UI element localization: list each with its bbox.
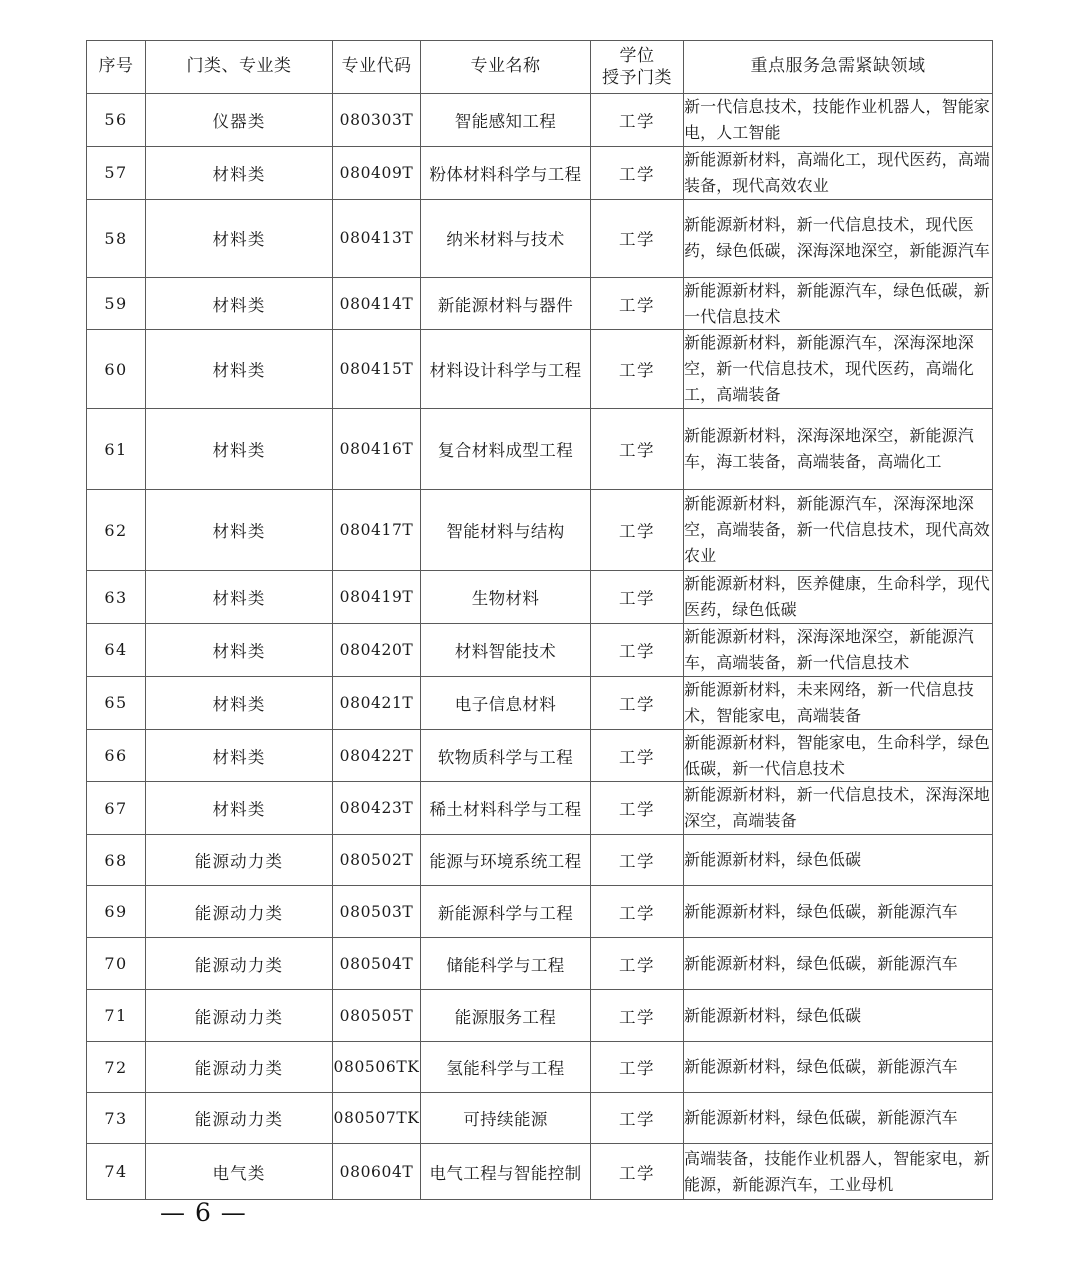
cell-category: 材料类 [146,571,333,624]
cell-degree-type: 工学 [591,1093,684,1144]
cell-category: 能源动力类 [146,835,333,886]
table-row [87,886,993,938]
cell-major-code: 080413T [333,199,421,277]
cell-priority-field: 新一代信息技术，技能作业机器人，智能家电，人工智能 [684,94,993,147]
cell-priority-field: 新能源新材料，医养健康，生命科学，现代医药，绿色低碳 [684,571,993,624]
cell-priority-field: 新能源新材料，新一代信息技术，现代医药，绿色低碳，深海深地深空，新能源汽车 [684,199,993,277]
cell-major-name: 软物质科学与工程 [421,729,591,782]
cell-major-name: 智能材料与结构 [421,490,591,571]
table-row [87,199,993,277]
cell-sequence-number: 70 [87,938,146,990]
cell-sequence-number: 60 [87,330,146,409]
table-row [87,990,993,1042]
table-row [87,490,993,571]
cell-priority-field: 高端装备，技能作业机器人，智能家电，新能源，新能源汽车，工业母机 [684,1144,993,1200]
cell-major-name: 新能源科学与工程 [421,886,591,938]
table-row [87,782,993,835]
cell-major-name: 智能感知工程 [421,94,591,147]
cell-major-name: 材料设计科学与工程 [421,330,591,409]
table-row [87,571,993,624]
cell-sequence-number: 58 [87,199,146,277]
table-row [87,330,993,409]
cell-degree-type: 工学 [591,277,684,330]
table-body [87,94,993,1200]
cell-major-code: 080502T [333,835,421,886]
table-row [87,835,993,886]
cell-degree-type: 工学 [591,571,684,624]
cell-category: 仪器类 [146,94,333,147]
cell-degree-type: 工学 [591,146,684,199]
cell-degree-type: 工学 [591,938,684,990]
table-row [87,1042,993,1093]
table-header [87,41,993,94]
cell-sequence-number: 56 [87,94,146,147]
cell-category: 材料类 [146,623,333,676]
cell-major-name: 复合材料成型工程 [421,409,591,490]
cell-priority-field: 新能源新材料，绿色低碳，新能源汽车 [684,886,993,938]
cell-major-name: 新能源材料与器件 [421,277,591,330]
cell-degree-type: 工学 [591,94,684,147]
cell-major-code: 080303T [333,94,421,147]
cell-degree-type: 工学 [591,409,684,490]
cell-category: 材料类 [146,782,333,835]
cell-major-code: 080504T [333,938,421,990]
cell-sequence-number: 64 [87,623,146,676]
cell-priority-field: 新能源新材料，未来网络，新一代信息技术，智能家电，高端装备 [684,676,993,729]
column-header-seq: 序号 [87,41,146,94]
cell-major-code: 080505T [333,990,421,1042]
cell-category: 材料类 [146,199,333,277]
cell-degree-type: 工学 [591,990,684,1042]
page-number: — 6 — [160,1198,247,1227]
cell-sequence-number: 57 [87,146,146,199]
cell-degree-type: 工学 [591,729,684,782]
cell-category: 材料类 [146,490,333,571]
cell-category: 材料类 [146,729,333,782]
cell-category: 材料类 [146,409,333,490]
cell-priority-field: 新能源新材料，绿色低碳，新能源汽车 [684,1042,993,1093]
cell-major-name: 能源与环境系统工程 [421,835,591,886]
cell-category: 能源动力类 [146,938,333,990]
cell-sequence-number: 62 [87,490,146,571]
cell-degree-type: 工学 [591,835,684,886]
column-header-category: 门类、专业类 [146,41,333,94]
cell-major-name: 稀土材料科学与工程 [421,782,591,835]
cell-degree-type: 工学 [591,1144,684,1200]
column-header-name: 专业名称 [421,41,591,94]
cell-category: 材料类 [146,146,333,199]
column-header-field: 重点服务急需紧缺领域 [684,41,993,94]
cell-major-name: 生物材料 [421,571,591,624]
cell-priority-field: 新能源新材料，绿色低碳，新能源汽车 [684,1093,993,1144]
cell-priority-field: 新能源新材料，新能源汽车，绿色低碳，新一代信息技术 [684,277,993,330]
cell-priority-field: 新能源新材料，高端化工，现代医药，高端装备，现代高效农业 [684,146,993,199]
cell-sequence-number: 71 [87,990,146,1042]
cell-major-code: 080604T [333,1144,421,1200]
cell-sequence-number: 67 [87,782,146,835]
cell-sequence-number: 61 [87,409,146,490]
cell-major-code: 080506TK [333,1042,421,1093]
table-row [87,676,993,729]
cell-sequence-number: 74 [87,1144,146,1200]
column-header-degree: 学位 授予门类 [591,41,684,94]
major-catalog-table-wrapper [86,40,992,1200]
cell-sequence-number: 65 [87,676,146,729]
cell-major-code: 080420T [333,623,421,676]
cell-major-name: 纳米材料与技术 [421,199,591,277]
cell-degree-type: 工学 [591,782,684,835]
cell-major-name: 氢能科学与工程 [421,1042,591,1093]
cell-sequence-number: 73 [87,1093,146,1144]
cell-major-code: 080422T [333,729,421,782]
cell-category: 能源动力类 [146,1093,333,1144]
cell-degree-type: 工学 [591,330,684,409]
page-footer [0,1198,1080,1227]
cell-category: 能源动力类 [146,1042,333,1093]
cell-sequence-number: 72 [87,1042,146,1093]
cell-degree-type: 工学 [591,886,684,938]
cell-degree-type: 工学 [591,199,684,277]
cell-category: 材料类 [146,277,333,330]
cell-major-code: 080414T [333,277,421,330]
table-row [87,1144,993,1200]
table-row [87,146,993,199]
column-header-code: 专业代码 [333,41,421,94]
cell-priority-field: 新能源新材料，深海深地深空，新能源汽车，高端装备，新一代信息技术 [684,623,993,676]
cell-sequence-number: 63 [87,571,146,624]
table-row [87,94,993,147]
table-row [87,729,993,782]
cell-degree-type: 工学 [591,490,684,571]
cell-major-name: 材料智能技术 [421,623,591,676]
major-catalog-table [86,40,993,1200]
cell-category: 能源动力类 [146,990,333,1042]
cell-major-name: 储能科学与工程 [421,938,591,990]
cell-priority-field: 新能源新材料，新能源汽车，深海深地深空，高端装备，新一代信息技术，现代高效农业 [684,490,993,571]
cell-sequence-number: 68 [87,835,146,886]
cell-degree-type: 工学 [591,1042,684,1093]
table-header-row [87,41,993,94]
cell-major-name: 能源服务工程 [421,990,591,1042]
cell-degree-type: 工学 [591,676,684,729]
table-row [87,277,993,330]
cell-major-code: 080507TK [333,1093,421,1144]
table-row [87,938,993,990]
cell-major-name: 电子信息材料 [421,676,591,729]
cell-priority-field: 新能源新材料，绿色低碳 [684,990,993,1042]
cell-major-name: 电气工程与智能控制 [421,1144,591,1200]
cell-priority-field: 新能源新材料，智能家电，生命科学，绿色低碳，新一代信息技术 [684,729,993,782]
cell-category: 材料类 [146,676,333,729]
cell-major-code: 080417T [333,490,421,571]
cell-category: 能源动力类 [146,886,333,938]
cell-category: 电气类 [146,1144,333,1200]
table-row [87,1093,993,1144]
cell-major-code: 080409T [333,146,421,199]
cell-major-code: 080415T [333,330,421,409]
cell-priority-field: 新能源新材料，新能源汽车，深海深地深空，新一代信息技术，现代医药，高端化工，高端装备 [684,330,993,409]
cell-priority-field: 新能源新材料，新一代信息技术，深海深地深空，高端装备 [684,782,993,835]
cell-major-name: 粉体材料科学与工程 [421,146,591,199]
cell-major-code: 080423T [333,782,421,835]
cell-degree-type: 工学 [591,623,684,676]
cell-major-code: 080421T [333,676,421,729]
cell-sequence-number: 69 [87,886,146,938]
table-row [87,623,993,676]
cell-priority-field: 新能源新材料，绿色低碳，新能源汽车 [684,938,993,990]
cell-priority-field: 新能源新材料，深海深地深空，新能源汽车，海工装备，高端装备，高端化工 [684,409,993,490]
cell-priority-field: 新能源新材料，绿色低碳 [684,835,993,886]
cell-major-code: 080419T [333,571,421,624]
table-row [87,409,993,490]
cell-major-name: 可持续能源 [421,1093,591,1144]
cell-sequence-number: 59 [87,277,146,330]
cell-major-code: 080503T [333,886,421,938]
cell-major-code: 080416T [333,409,421,490]
cell-category: 材料类 [146,330,333,409]
cell-sequence-number: 66 [87,729,146,782]
